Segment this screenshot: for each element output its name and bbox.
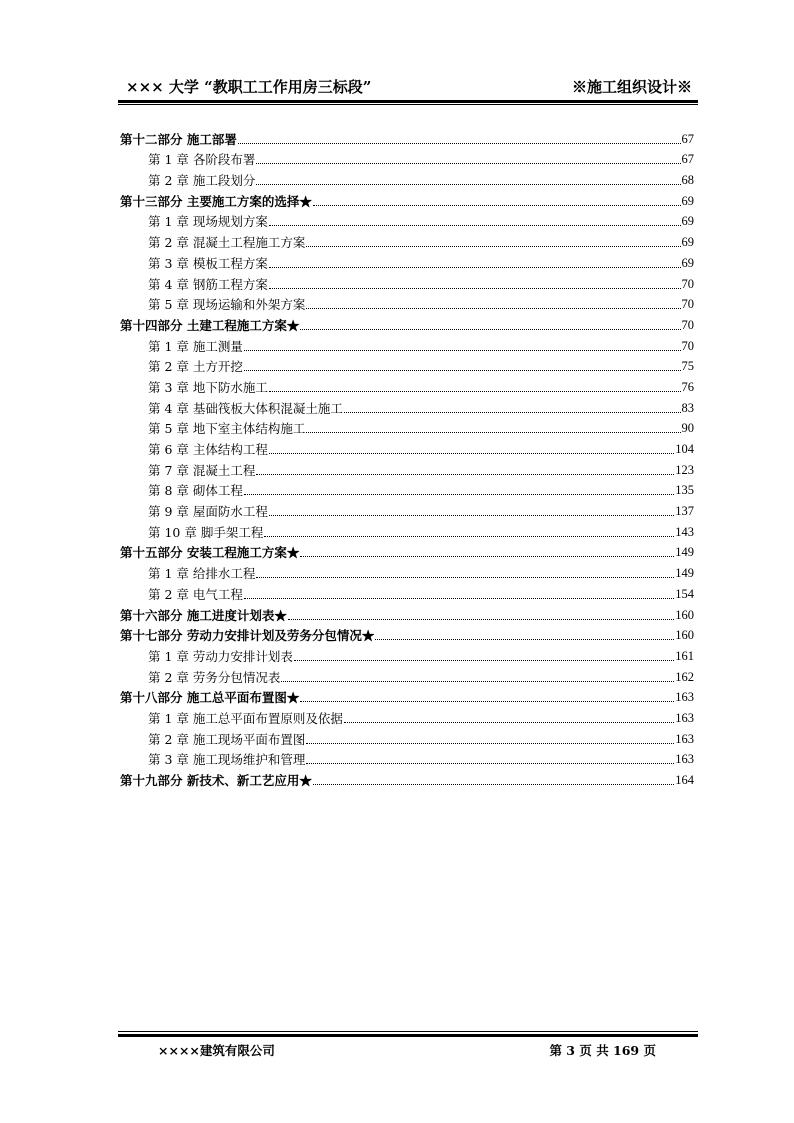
toc-chapter-entry[interactable] <box>120 664 694 685</box>
toc-entry-page-number: 163 <box>675 710 694 725</box>
toc-dot-leader <box>300 329 680 330</box>
toc-dot-leader <box>306 763 674 764</box>
toc-chapter-entry[interactable] <box>120 333 694 354</box>
toc-entry-page-number: 68 <box>681 173 694 188</box>
header-project-title: ××× 大学 “教职工工作用房三标段” <box>126 78 372 96</box>
toc-entry-label: 第十三部分 主要施工方案的选择★ <box>120 193 312 209</box>
toc-entry-page-number: 104 <box>675 442 694 456</box>
toc-entry-page-number: 75 <box>681 359 694 374</box>
toc-dot-leader <box>256 474 674 475</box>
toc-chapter-entry[interactable] <box>120 705 694 726</box>
toc-entry-label: 第十二部分 施工部署 <box>120 131 237 147</box>
toc-dot-leader <box>313 205 681 206</box>
toc-dot-leader <box>256 184 680 185</box>
toc-entry-label: 第 1 章 现场规划方案 <box>148 214 268 230</box>
toc-entry-page-number: 70 <box>681 276 694 291</box>
toc-entry-page-number: 67 <box>681 152 694 167</box>
toc-entry-label: 第 1 章 施工测量 <box>148 338 243 354</box>
toc-entry-page-number: 149 <box>675 566 694 581</box>
toc-entry-label: 第 2 章 施工现场平面布置图 <box>148 731 306 747</box>
toc-entry-label: 第 2 章 混凝土工程施工方案 <box>148 235 306 251</box>
footer-rule-thick <box>118 1034 698 1037</box>
toc-chapter-entry[interactable] <box>120 147 694 168</box>
toc-entry-label: 第 3 章 模板工程方案 <box>148 255 268 271</box>
toc-chapter-entry[interactable] <box>120 374 694 395</box>
footer-rule-thin <box>118 1031 698 1032</box>
toc-dot-leader <box>244 494 674 495</box>
toc-chapter-entry[interactable] <box>120 395 694 416</box>
toc-dot-leader <box>294 660 674 661</box>
toc-entry-label: 第 1 章 劳动力安排计划表 <box>148 648 293 664</box>
toc-entry-page-number: 69 <box>681 255 694 270</box>
toc-dot-leader <box>300 701 674 702</box>
toc-chapter-entry[interactable] <box>120 457 694 478</box>
toc-dot-leader <box>238 143 681 144</box>
toc-dot-leader <box>269 391 681 392</box>
toc-chapter-entry[interactable] <box>120 167 694 188</box>
toc-chapter-entry[interactable] <box>120 581 694 602</box>
toc-entry-page-number: 123 <box>675 462 694 477</box>
toc-dot-leader <box>300 556 674 557</box>
toc-entry-page-number: 163 <box>675 752 694 767</box>
toc-entry-label: 第 1 章 各阶段布署 <box>148 152 256 168</box>
toc-dot-leader <box>288 619 674 620</box>
toc-entry-page-number: 70 <box>681 338 694 353</box>
toc-dot-leader <box>256 577 674 578</box>
toc-dot-leader <box>269 225 681 226</box>
toc-chapter-entry[interactable] <box>120 416 694 437</box>
toc-entry-label: 第 2 章 施工段划分 <box>148 173 256 189</box>
toc-entry-page-number: 70 <box>681 297 694 312</box>
toc-entry-label: 第十六部分 施工进度计划表★ <box>120 607 287 623</box>
header-document-title: ※施工组织设计※ <box>571 78 692 96</box>
toc-entry-page-number: 69 <box>681 193 694 208</box>
toc-entry-page-number: 160 <box>675 607 694 622</box>
toc-part-entry[interactable] <box>120 540 694 561</box>
toc-chapter-entry[interactable] <box>120 209 694 230</box>
toc-entry-label: 第 5 章 地下室主体结构施工 <box>148 421 306 437</box>
toc-dot-leader <box>281 681 674 682</box>
toc-entry-label: 第 3 章 施工现场维护和管理 <box>148 752 306 768</box>
toc-part-entry[interactable] <box>120 767 694 788</box>
toc-dot-leader <box>344 412 681 413</box>
page-footer <box>118 1041 698 1063</box>
toc-entry-label: 第 4 章 钢筋工程方案 <box>148 276 268 292</box>
toc-entry-page-number: 164 <box>675 773 694 787</box>
toc-entry-page-number: 90 <box>681 421 694 436</box>
toc-entry-label: 第 3 章 地下防水施工 <box>148 379 268 395</box>
toc-chapter-entry[interactable] <box>120 436 694 457</box>
toc-entry-label: 第 2 章 土方开挖 <box>148 359 243 375</box>
toc-entry-label: 第 9 章 屋面防水工程 <box>148 504 268 520</box>
toc-dot-leader <box>344 722 674 723</box>
toc-entry-page-number: 161 <box>675 648 694 663</box>
page-header <box>118 76 698 98</box>
toc-entry-page-number: 163 <box>675 690 694 705</box>
toc-entry-label: 第十七部分 劳动力安排计划及劳务分包情况★ <box>120 628 375 644</box>
toc-chapter-entry[interactable] <box>120 519 694 540</box>
toc-part-entry[interactable] <box>120 312 694 333</box>
toc-entry-label: 第十九部分 新技术、新工艺应用★ <box>120 773 312 788</box>
toc-dot-leader <box>244 350 681 351</box>
toc-chapter-entry[interactable] <box>120 560 694 581</box>
toc-part-entry[interactable] <box>120 188 694 209</box>
toc-dot-leader <box>264 536 674 537</box>
toc-dot-leader <box>244 370 681 371</box>
toc-chapter-entry[interactable] <box>120 229 694 250</box>
toc-chapter-entry[interactable] <box>120 498 694 519</box>
toc-chapter-entry[interactable] <box>120 354 694 375</box>
toc-dot-leader <box>256 163 680 164</box>
toc-entry-page-number: 69 <box>681 235 694 250</box>
toc-dot-leader <box>313 784 674 785</box>
toc-chapter-entry[interactable] <box>120 747 694 768</box>
toc-entry-page-number: 76 <box>681 379 694 394</box>
toc-dot-leader <box>306 432 680 433</box>
toc-part-entry[interactable] <box>120 623 694 644</box>
toc-dot-leader <box>244 598 674 599</box>
toc-entry-label: 第十四部分 土建工程施工方案★ <box>120 317 300 333</box>
toc-chapter-entry[interactable] <box>120 726 694 747</box>
toc-entry-page-number: 160 <box>675 628 694 643</box>
toc-dot-leader <box>306 308 680 309</box>
toc-entry-label: 第 7 章 混凝土工程 <box>148 462 256 478</box>
toc-entry-label: 第 10 章 脚手架工程 <box>148 524 264 540</box>
footer-company: ××××建筑有限公司 <box>158 1043 275 1058</box>
toc-chapter-entry[interactable] <box>120 643 694 664</box>
toc-dot-leader <box>306 246 680 247</box>
toc-dot-leader <box>306 743 674 744</box>
toc-entry-page-number: 163 <box>675 731 694 746</box>
footer-page-number: 第 3 页 共 169 页 <box>549 1043 656 1058</box>
toc-entry-page-number: 70 <box>681 317 694 332</box>
toc-entry-page-number: 149 <box>675 545 694 560</box>
toc-chapter-entry[interactable] <box>120 271 694 292</box>
toc-dot-leader <box>269 267 681 268</box>
toc-entry-label: 第 4 章 基础筏板大体积混凝土施工 <box>148 400 343 416</box>
header-rule-thin <box>118 104 698 105</box>
toc-entry-label: 第 6 章 主体结构工程 <box>148 442 268 457</box>
toc-entry-page-number: 162 <box>675 669 694 684</box>
toc-entry-page-number: 143 <box>675 524 694 539</box>
header-rule-thick <box>118 100 698 103</box>
toc-dot-leader <box>269 453 674 454</box>
toc-entry-page-number: 83 <box>681 400 694 415</box>
toc-chapter-entry[interactable] <box>120 250 694 271</box>
toc-chapter-entry[interactable] <box>120 292 694 313</box>
toc-entry-label: 第 2 章 劳务分包情况表 <box>148 669 281 685</box>
table-of-contents <box>120 126 694 788</box>
toc-entry-label: 第 1 章 给排水工程 <box>148 566 256 582</box>
toc-entry-label: 第 5 章 现场运输和外架方案 <box>148 297 306 313</box>
toc-entry-label: 第十五部分 安装工程施工方案★ <box>120 545 300 561</box>
toc-entry-page-number: 154 <box>675 586 694 601</box>
toc-dot-leader <box>269 515 674 516</box>
toc-chapter-entry[interactable] <box>120 478 694 499</box>
toc-entry-label: 第十八部分 施工总平面布置图★ <box>120 690 300 706</box>
toc-entry-page-number: 135 <box>675 483 694 498</box>
toc-part-entry[interactable] <box>120 602 694 623</box>
toc-dot-leader <box>375 639 674 640</box>
toc-entry-page-number: 69 <box>681 214 694 229</box>
toc-entry-label: 第 2 章 电气工程 <box>148 586 243 602</box>
toc-part-entry[interactable] <box>120 126 694 147</box>
toc-entry-page-number: 67 <box>681 131 694 146</box>
toc-entry-label: 第 1 章 施工总平面布置原则及依据 <box>148 710 343 726</box>
toc-dot-leader <box>269 288 681 289</box>
toc-entry-label: 第 8 章 砌体工程 <box>148 483 243 499</box>
toc-part-entry[interactable] <box>120 685 694 706</box>
toc-entry-page-number: 137 <box>675 504 694 519</box>
